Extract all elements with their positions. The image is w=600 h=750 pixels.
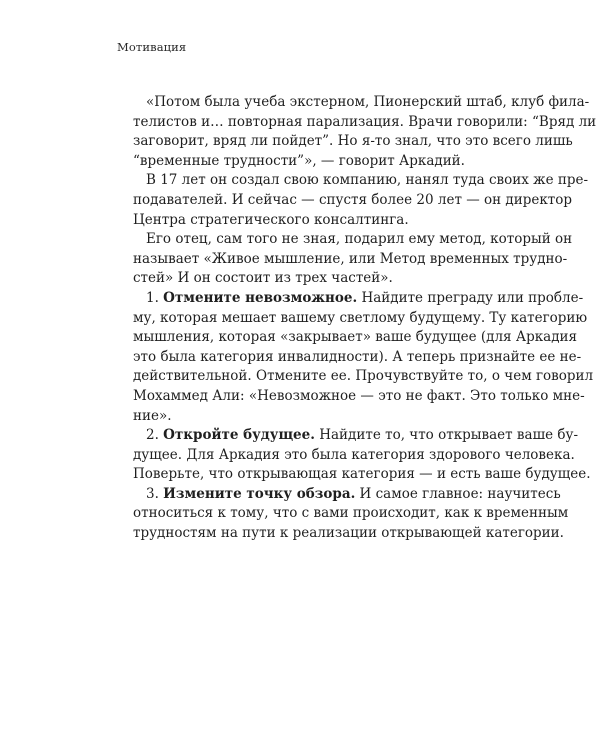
text-fragment: Поверьте, что открывающая категория — и есть ваше будущее. [133,466,591,483]
text-fragment: заговорит, вряд ли пойдет”. Но я-то знал, что это всего лишь [133,133,573,150]
text-line [133,407,503,427]
text-line [133,191,573,211]
text-fragment: В 17 лет он создал свою компанию, нанял туда своих же пре- [146,172,589,189]
text-line [133,132,573,152]
text-fragment: «Потом была учеба экстерном, Пионерский штаб, клуб фила- [146,94,590,110]
text-fragment: 1. [146,289,164,306]
text-fragment: трудностям на пути к реализации открывающей категории. [133,525,564,542]
text-fragment: телистов и… повторная парализация. Врачи говорили: “Вряд ли [133,113,597,130]
text-line [133,348,582,368]
text-fragment: Мохаммед Али: «Невозможное — это не факт. Это только мне- [133,387,585,404]
text-fragment: Его отец, сам того не зная, подарил ему метод, который он [146,231,573,248]
text-fragment: 2. [146,427,164,444]
text-line [133,504,569,524]
text-fragment: подавателей. И сейчас — спустя более 20 лет — он директор [133,191,573,208]
text-fragment: И самое главное: научитесь [355,485,561,502]
text-line [133,524,564,544]
text-fragment: 3. [146,485,164,502]
text-fragment: “временные трудности”», — говорит Аркадий. [133,152,465,169]
running-head: Мотивация [117,40,187,54]
text-fragment: это была категория инвалидности). А теперь признайте ее не- [133,348,582,365]
text-line [133,113,597,133]
body-text [133,93,597,544]
text-fragment: дущее. Для Аркадия это была категория здорового человека. [133,446,575,463]
text-fragment: мышления, которая «закрывает» ваше будущее (для Аркадия [133,329,578,346]
text-fragment: му, которая мешает вашему светлому будущему. Ту категорию [133,309,588,326]
text-line [133,465,591,485]
text-line [133,230,573,250]
text-line [133,367,594,387]
bold-heading: Отмените невозможное. [163,289,358,306]
text-line [133,211,503,231]
text-line [133,93,590,113]
bold-heading: Откройте будущее. [163,427,315,444]
text-line [133,289,584,309]
text-line [133,485,561,505]
text-fragment: Найдите то, что открывает ваше бу- [314,427,579,444]
text-line [133,309,588,329]
text-fragment: Найдите преграду или пробле- [357,289,584,306]
text-fragment: стей» И он состоит из трех частей». [133,270,393,287]
text-line [133,426,579,446]
text-fragment: называет «Живое мышление, или Метод временных трудно- [133,250,568,267]
text-line [133,171,589,191]
bold-heading: Измените точку обзора. [163,485,356,502]
text-line [133,387,585,407]
text-fragment: действительной. Отмените ее. Прочувствуйте то, о чем говорил [133,368,594,385]
text-line [133,269,503,289]
text-line [133,446,575,466]
text-fragment: Центра стратегического консалтинга. [133,211,409,228]
text-line [133,152,503,172]
text-line [133,328,578,348]
text-fragment: относиться к тому, что с вами происходит, как к временным [133,505,569,522]
text-line [133,250,568,270]
text-fragment: ние». [133,407,172,424]
